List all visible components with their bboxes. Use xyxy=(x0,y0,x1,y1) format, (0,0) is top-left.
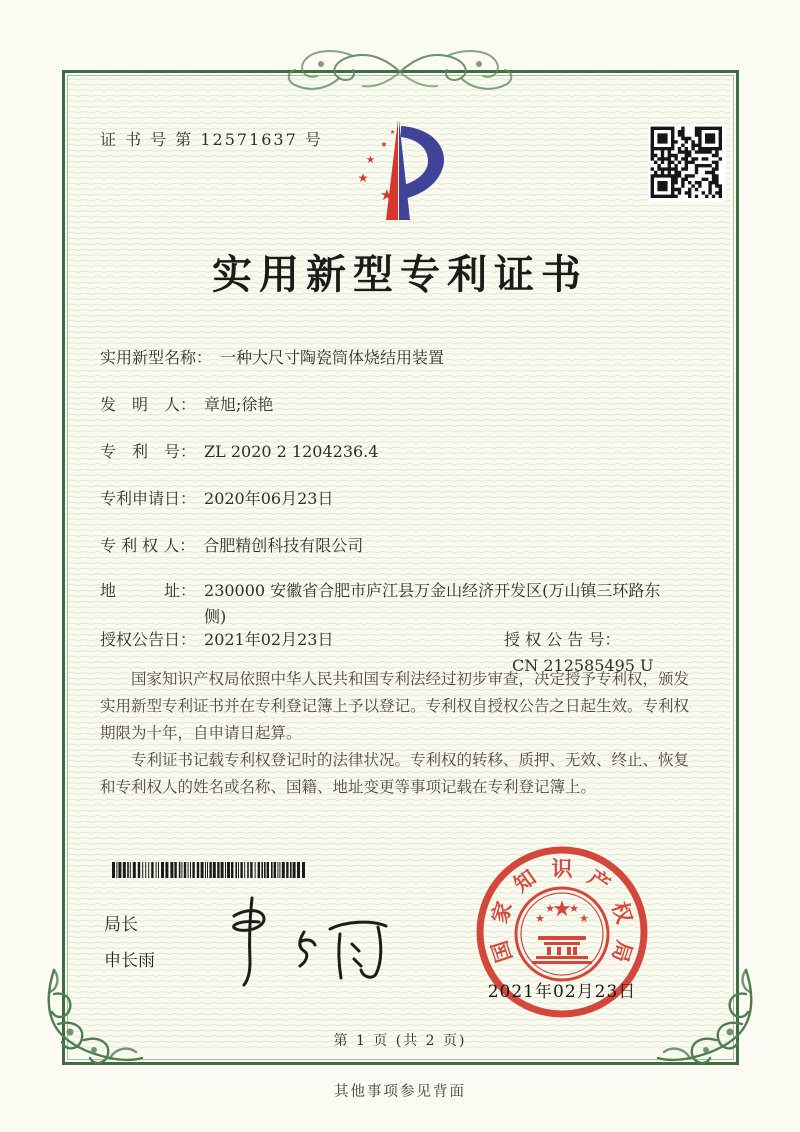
field-value: 2020年06月23日 xyxy=(204,489,334,508)
field-value: CN 212585495 U xyxy=(512,656,654,675)
svg-text:权: 权 xyxy=(607,898,638,927)
svg-text:★: ★ xyxy=(552,897,572,922)
svg-text:★: ★ xyxy=(545,902,555,915)
field-label: 实用新型名称： xyxy=(100,348,213,367)
field-label: 发 明 人： xyxy=(100,395,197,414)
field-row-name xyxy=(100,345,710,371)
svg-text:识: 识 xyxy=(551,856,573,881)
field-label: 专 利 权 人： xyxy=(100,536,196,555)
svg-text:知: 知 xyxy=(508,864,541,897)
bottom-right-flourish-ornament xyxy=(656,968,776,1076)
certificate-number: 证 书 号 第 12571637 号 xyxy=(100,130,323,149)
legal-text xyxy=(100,666,702,801)
cnipa-logo-icon xyxy=(338,116,466,226)
barcode xyxy=(112,862,307,879)
field-row-grant-date xyxy=(100,627,710,675)
top-flourish-ornament xyxy=(283,42,517,100)
field-value: 合肥精创科技有限公司 xyxy=(203,536,364,555)
field-value: 230000 安徽省合肥市庐江县万金山经济开发区(万山镇三环路东侧) xyxy=(204,581,661,626)
logo-stars xyxy=(358,130,394,200)
see-back-note: 其他事项参见背面 xyxy=(334,1084,466,1100)
field-label: 授 权 公 告 号： xyxy=(504,630,621,649)
field-row-patent-number xyxy=(100,439,710,465)
svg-text:产: 产 xyxy=(583,864,616,897)
field-value: 一种大尺寸陶瓷筒体烧结用装置 xyxy=(220,348,445,367)
legal-paragraph-1: 国家知识产权局依照中华人民共和国专利法经过初步审查，决定授予专利权，颁发实用新型专利证书并在专利登记簿上予以登记。专利权自授权公告之日起生效。专利权期限为十年，自申请日起算。 xyxy=(100,670,690,742)
qr-code xyxy=(648,124,726,202)
tiananmen-gate-shape xyxy=(532,936,592,964)
svg-text:★: ★ xyxy=(535,912,545,925)
page-number-note: 第 1 页 (共 2 页) xyxy=(333,1033,467,1049)
legal-paragraph-2: 专利证书记载专利权登记时的法律状况。专利权的转移、质押、无效、终止、恢复和专利权人的姓名或名称、国籍、地址变更等事项记载在专利登记簿上。 xyxy=(100,750,690,796)
field-row-patentee xyxy=(100,533,710,559)
commissioner-signature xyxy=(212,882,417,990)
field-label: 专 利 号： xyxy=(100,442,197,461)
field-value: ZL 2020 2 1204236.4 xyxy=(204,442,379,461)
bottom-left-flourish-ornament xyxy=(24,968,144,1076)
field-row-address xyxy=(100,578,710,630)
svg-text:★: ★ xyxy=(579,912,589,925)
field-row-filing-date xyxy=(100,486,710,512)
svg-text:★: ★ xyxy=(569,902,579,915)
svg-text:国: 国 xyxy=(486,937,517,966)
certificate-title: 实用新型专利证书 xyxy=(212,251,588,298)
commissioner-name: 申长雨 xyxy=(104,951,155,971)
field-value: 2021年02月23日 xyxy=(204,630,334,649)
seal-date: 2021年02月23日 xyxy=(487,982,637,1002)
commissioner-title: 局长 xyxy=(104,915,138,935)
field-label: 授权公告日： xyxy=(100,630,197,649)
national-emblem-icon xyxy=(516,888,608,980)
svg-text:局: 局 xyxy=(607,937,638,966)
svg-text:家: 家 xyxy=(486,898,517,927)
field-row-inventor xyxy=(100,392,710,418)
field-label: 地 址： xyxy=(100,581,197,600)
field-label: 专利申请日： xyxy=(100,489,197,508)
field-value: 章旭;徐艳 xyxy=(204,395,274,414)
